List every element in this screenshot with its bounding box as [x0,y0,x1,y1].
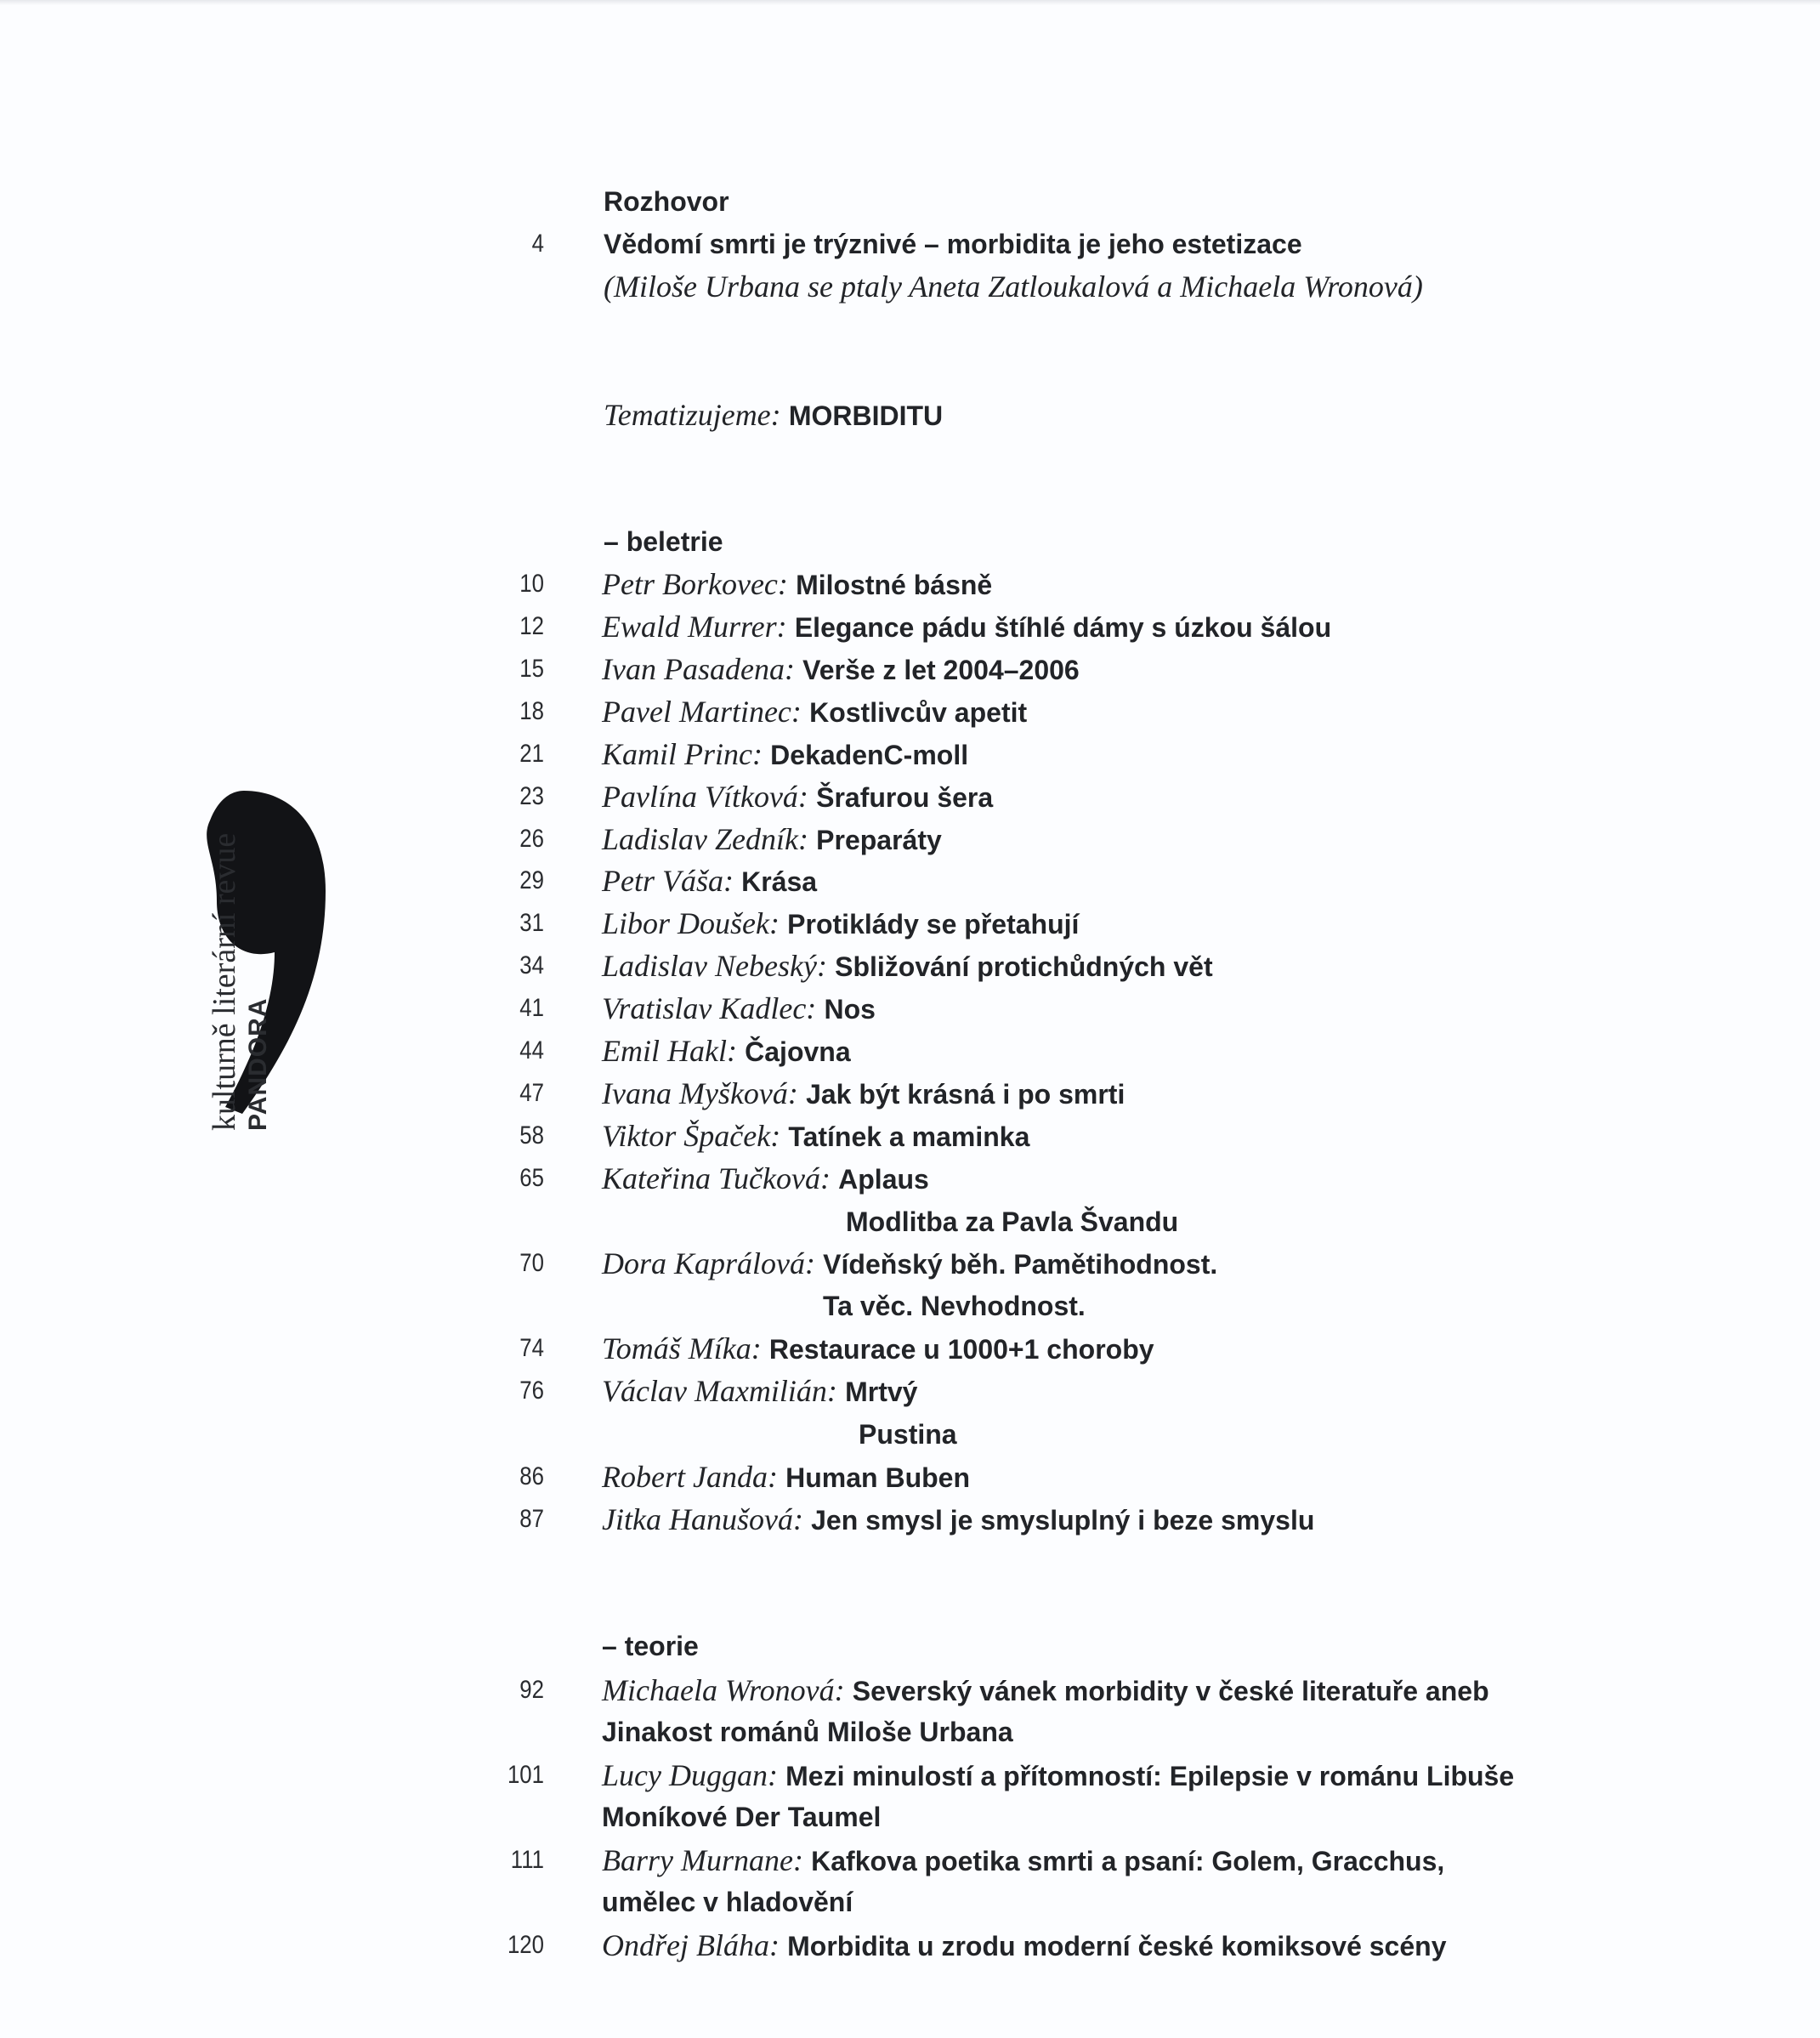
page-number: 101 [507,1761,544,1789]
toc-entry[interactable] [476,1755,1751,1796]
page-number: 29 [519,866,544,894]
entry-title-continuation: Modlitba za Pavla Švandu [846,1206,1179,1237]
page-number: 87 [519,1505,544,1533]
toc-entry[interactable] [476,988,1751,1029]
entry-title: Mezi minulostí a přítomností: Epilepsie v románu Libuše [785,1761,1515,1791]
page-number: 10 [519,570,544,598]
entry-author: Jitka Hanušová: [602,1502,803,1536]
toc-entry[interactable] [476,649,1751,690]
toc-entry[interactable] [476,776,1751,817]
entry-title: Jen smysl je smysluplný i beze smyslu [811,1505,1315,1536]
entry-author: Petr Váša: [602,864,734,898]
entry-title: Jak být krásná i po smrti [806,1079,1125,1110]
entry-author: Ladislav Zedník: [602,822,808,856]
entry-title: Human Buben [785,1462,971,1493]
entry-title: Sbližování protichůdných vět [835,951,1213,982]
entry-author: Ondřej Bláha: [602,1928,780,1962]
entry-author: Tomáš Míka: [602,1331,762,1365]
entry-author: Ladislav Nebeský: [602,949,827,983]
entry-title-continuation: Moníkové Der Taumel [602,1802,882,1832]
toc-entry-interview[interactable] [476,224,1751,264]
entry-title: Milostné básně [796,570,993,600]
entry-author: Barry Murnane: [602,1843,803,1877]
entry-author: Michaela Wronová: [602,1673,845,1707]
entry-title: Preparáty [816,825,942,855]
page-number: 65 [519,1164,544,1192]
toc-entry[interactable] [476,1158,1751,1199]
entry-title: Aplaus [838,1164,929,1195]
entry-title: Mrtvý [845,1377,918,1407]
page-number: 15 [519,655,544,683]
page-number: 21 [519,740,544,768]
toc-entry[interactable] [476,734,1751,775]
entry-author: Ivan Pasadena: [602,652,795,686]
entry-title: Severský vánek morbidity v české literatuře aneb [852,1676,1489,1706]
toc-entry[interactable] [476,1670,1751,1711]
entry-author: Ivana Myšková: [602,1076,798,1110]
entry-title-continuation: Ta věc. Nevhodnost. [823,1291,1086,1321]
entry-title: Tatínek a maminka [788,1121,1030,1152]
toc-entry[interactable] [476,1328,1751,1369]
toc-entry[interactable] [476,564,1751,605]
toc-entry[interactable] [476,1073,1751,1114]
toc-entry[interactable] [476,903,1751,944]
entry-author: Petr Borkovec: [602,567,788,601]
entry-title-continuation: Jinakost románů Miloše Urbana [602,1717,1013,1747]
logo-line-2: PANDORA [244,997,272,1131]
page-number: 111 [510,1846,544,1874]
entry-author: Viktor Špaček: [602,1119,781,1153]
entry-title: Protiklády se přetahují [787,909,1080,940]
entry-title: Kafkova poetika smrti a psaní: Golem, Gracchus, [811,1846,1445,1876]
page-number: 70 [519,1249,544,1277]
entry-title: Morbidita u zrodu moderní české komiksové scény [787,1931,1447,1961]
toc-entry[interactable] [476,1925,1751,1966]
entry-author: Václav Maxmilián: [602,1374,837,1408]
page-number: 41 [519,994,544,1022]
entry-title: Šrafurou šera [816,782,994,813]
toc-entry[interactable] [476,1116,1751,1156]
entry-author: Lucy Duggan: [602,1758,778,1792]
toc-entry[interactable] [476,1499,1751,1540]
entry-author: Kateřina Tučková: [602,1161,831,1195]
entry-author: Vratislav Kadlec: [602,991,817,1025]
entry-author: Emil Hakl: [602,1034,737,1068]
page-number: 86 [519,1462,544,1490]
entry-author: Robert Janda: [602,1460,778,1494]
toc-entry[interactable] [476,691,1751,732]
entry-title: Nos [824,994,876,1025]
page-number: 23 [519,782,544,810]
page-number: 120 [507,1931,544,1959]
teorie-heading: – teorie [602,1631,699,1661]
toc-entry[interactable] [476,1456,1751,1497]
interview-subtitle: (Miloše Urbana se ptaly Aneta Zatloukalová a Michaela Wronová) [604,270,1423,304]
toc-entry[interactable] [476,1243,1751,1284]
page-number: 4 [531,230,544,258]
toc-entry[interactable] [476,606,1751,647]
page-number: 58 [519,1121,544,1150]
page-number: 31 [519,909,544,937]
entry-title: Restaurace u 1000+1 choroby [768,1334,1154,1365]
toc-entry[interactable] [476,1371,1751,1411]
entry-author: Dora Kaprálová: [602,1246,815,1280]
toc-entry[interactable] [476,1840,1751,1881]
toc-entry[interactable] [476,819,1751,860]
interview-section-heading: Rozhovor [604,186,729,217]
page-number: 26 [519,825,544,853]
entry-title: Elegance pádu štíhlé dámy s úzkou šálou [794,612,1332,643]
entry-title: Krása [741,866,818,897]
entry-title: DekadenC-moll [770,740,969,770]
toc-entry[interactable] [476,1030,1751,1071]
page-number: 74 [519,1334,544,1362]
entry-title-continuation: Pustina [859,1419,957,1450]
entry-title: Kostlivcův apetit [809,697,1028,728]
page-number: 76 [519,1377,544,1405]
page-number: 92 [519,1676,544,1704]
entry-title: Čajovna [745,1036,851,1067]
entry-author: Libor Doušek: [602,906,780,940]
theme-label: Tematizujeme: [604,398,781,432]
entry-title: Verše z let 2004–2006 [802,655,1080,685]
entry-title: Vědomí smrti je trýznivé – morbidita je jeho estetizace [604,229,1302,259]
theme-topic: MORBIDITU [788,400,944,431]
entry-title: Vídeňský běh. Pamětihodnost. [823,1249,1218,1280]
toc-entry[interactable] [476,860,1751,901]
logo-line-1: kulturně literární revue [207,832,242,1131]
page-number: 12 [519,612,544,640]
page-number: 18 [519,697,544,725]
entry-author: Pavel Martinec: [602,695,802,729]
page-number: 47 [519,1079,544,1107]
entry-author: Ewald Murrer: [602,610,787,644]
page-number: 34 [519,951,544,979]
theme-heading [476,395,1751,435]
entry-title-continuation: umělec v hladovění [602,1887,853,1917]
entry-author: Pavlína Vítková: [602,780,808,814]
toc-entry[interactable] [476,945,1751,986]
beletrie-heading: – beletrie [604,526,723,557]
entry-author: Kamil Princ: [602,737,763,771]
page-number: 44 [519,1036,544,1064]
